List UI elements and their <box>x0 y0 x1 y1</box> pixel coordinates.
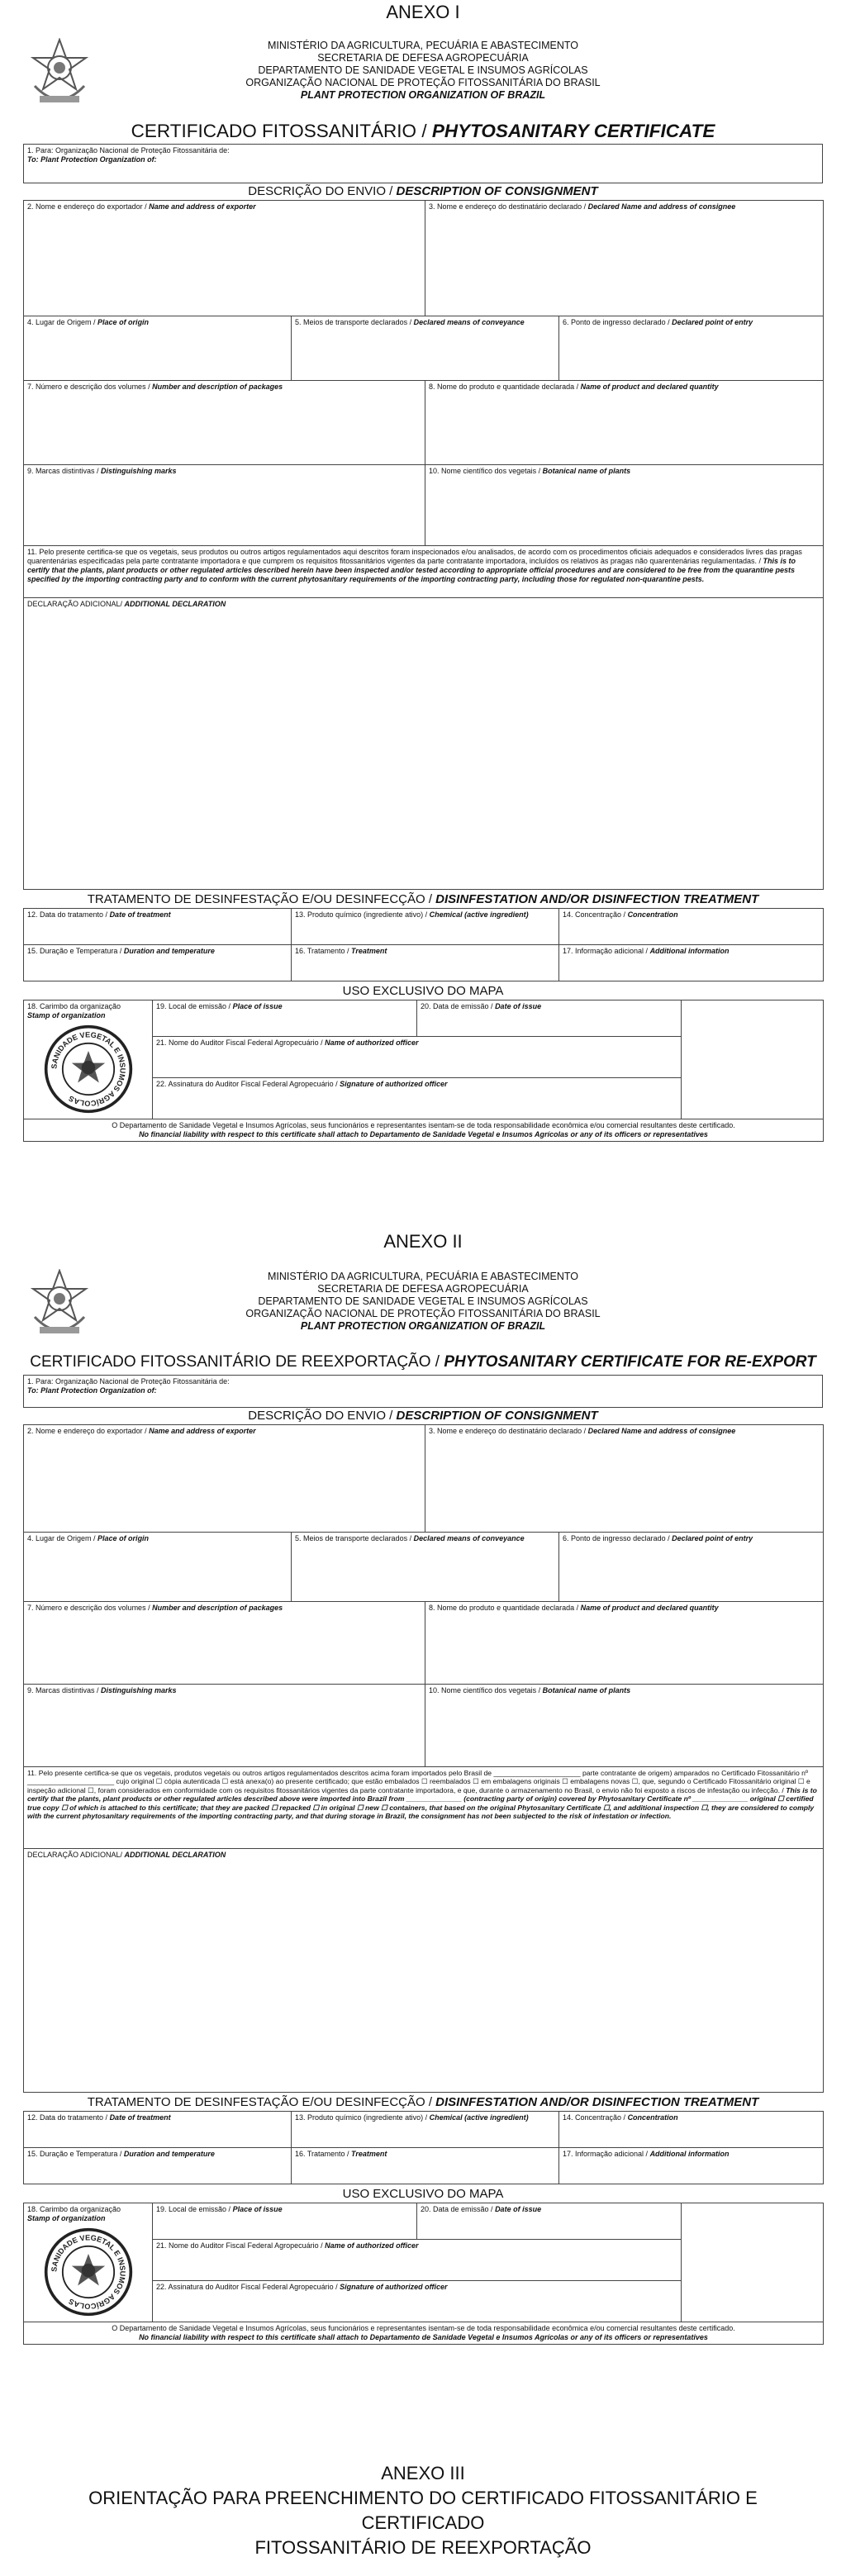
header-organization-en: PLANT PROTECTION ORGANIZATION OF BRAZIL <box>300 1320 546 1332</box>
field-13: 13. Produto químico (ingrediente ativo) / Chemical (active ingredient) <box>292 2112 559 2148</box>
consignment-section-title: DESCRIÇÃO DO ENVIO / DESCRIPTION OF CONSIGNMENT <box>248 1409 598 1423</box>
header-secretariat: SECRETARIA DE DEFESA AGROPECUÁRIA <box>317 1283 529 1295</box>
field-12: 12. Data do tratamento / Date of treatment <box>24 2112 292 2148</box>
certificate-1 <box>23 35 823 1142</box>
additional-declaration: DECLARAÇÃO ADICIONAL/ ADDITIONAL DECLARATION <box>24 598 824 890</box>
field-14: 14. Concentração / Concentration <box>559 2112 824 2148</box>
field-21: 21. Nome do Auditor Fiscal Federal Agropecuário / Name of authorized officer <box>153 1037 682 1078</box>
annex-2-title: ANEXO II <box>383 1231 463 1252</box>
field-21: 21. Nome do Auditor Fiscal Federal Agropecuário / Name of authorized officer <box>153 2240 682 2281</box>
field-16: 16. Tratamento / Treatment <box>292 2148 559 2184</box>
treatment-section-title: TRATAMENTO DE DESINFESTAÇÃO E/OU DESINFECÇÃO / DISINFESTATION AND/OR DISINFECTION TREATMENT <box>87 892 759 906</box>
official-stamp <box>43 1024 134 1115</box>
field-8: 8. Nome do produto e quantidade declarada / Name of product and declared quantity <box>425 1602 824 1685</box>
field-15: 15. Duração e Temperatura / Duration and temperature <box>24 2148 292 2184</box>
certificate-header <box>23 1266 823 1348</box>
field-2: 2. Nome e endereço do exportador / Name and address of exporter <box>24 1425 425 1533</box>
annex-3-heading-line-3: FITOSSANITÁRIO DE REEXPORTAÇÃO <box>254 2537 592 2558</box>
mapa-table <box>23 1000 824 1142</box>
annex-3-heading-line-2: CERTIFICADO <box>361 2512 485 2533</box>
official-stamp <box>43 2227 134 2317</box>
field-11-declaration: 11. Pelo presente certifica-se que os vegetais, produtos vegetais ou outros artigos regulamentados descritos acima foram importados pelo Brasil de ______________________ parte contratante de origem) amparados no Certificado Fitossanitário nº ______________________ cujo original ☐ cópia autenticada ☐ está anexa(o) ao presente certificado; que estão embalados ☐ reembalados ☐ em embalagens originais ☐ embalagens novas ☐, que, segundo o Certificado Fitossanitário original ☐ e inspeção adicional ☐, foram considerados em conformidade com os requisitos fitossanitários vigentes da parte contratante importadora, e que, durante o armazenamento no Brasil, o envio não foi exposto a riscos de infestação ou infecção. / This is to certify that the plants, plant products or other regulated articles described above were imported into Brazil from ______________ (contracting party of origin) covered by Phytosanitary Certificate nº ______________ original ☐ certified true copy ☐ of which is attached to this certificate; that they are packed ☐ repacked ☐ in original ☐ new ☐ containers, that based on the original Phytosanitary Certificate ☐, and additional inspection ☐, they are considered to comply with the current phytosanitary requirements of the importing contracting party, and that during storage in Brazil, the consignment has not been subjected to the risk of infestation or infection. <box>24 1767 824 1849</box>
field-16: 16. Tratamento / Treatment <box>292 945 559 981</box>
header-organization-en: PLANT PROTECTION ORGANIZATION OF BRAZIL <box>300 89 546 101</box>
annex-1-title: ANEXO I <box>386 2 460 22</box>
mapa-section-title: USO EXCLUSIVO DO MAPA <box>342 2187 504 2201</box>
header-organization: ORGANIZAÇÃO NACIONAL DE PROTEÇÃO FITOSSANITÁRIA DO BRASIL <box>245 1308 601 1319</box>
field-4: 4. Lugar de Origem / Place of origin <box>24 1533 292 1602</box>
field-22: 22. Assinatura do Auditor Fiscal Federal Agropecuário / Signature of authorized officer <box>153 2281 682 2322</box>
treatment-section-title: TRATAMENTO DE DESINFESTAÇÃO E/OU DESINFECÇÃO / DISINFESTATION AND/OR DISINFECTION TREATMENT <box>87 2095 759 2109</box>
header-ministry: MINISTÉRIO DA AGRICULTURA, PECUÁRIA E ABASTECIMENTO <box>267 40 578 51</box>
field-6: 6. Ponto de ingresso declarado / Declared point of entry <box>559 316 824 381</box>
field-9: 9. Marcas distintivas / Distinguishing marks <box>24 465 425 546</box>
field-10: 10. Nome científico dos vegetais / Botanical name of plants <box>425 465 824 546</box>
field-17: 17. Informação adicional / Additional information <box>559 945 824 981</box>
mapa-section-title: USO EXCLUSIVO DO MAPA <box>342 984 504 998</box>
field-1: 1. Para: Organização Nacional de Proteção Fitossanitária de: To: Plant Protection Organization of: <box>24 1376 823 1408</box>
field-14: 14. Concentração / Concentration <box>559 909 824 945</box>
certificate-2 <box>23 1266 823 2345</box>
field-10: 10. Nome científico dos vegetais / Botanical name of plants <box>425 1685 824 1767</box>
header-organization: ORGANIZAÇÃO NACIONAL DE PROTEÇÃO FITOSSANITÁRIA DO BRASIL <box>245 77 601 88</box>
annex-3-heading-line-1: ORIENTAÇÃO PARA PREENCHIMENTO DO CERTIFICADO FITOSSANITÁRIO E <box>88 2488 758 2508</box>
field-1-table <box>23 144 823 183</box>
field-19: 19. Local de emissão / Place of issue <box>153 1000 417 1037</box>
field-18: 18. Carimbo da organização Stamp of organization SANIDADE VEGETAL E INSUMOS AGRÍCOLAS <box>24 1000 153 1119</box>
certificate-title: CERTIFICADO FITOSSANITÁRIO / PHYTOSANITARY CERTIFICATE <box>131 121 715 141</box>
field-13: 13. Produto químico (ingrediente ativo) / Chemical (active ingredient) <box>292 909 559 945</box>
treatment-table <box>23 908 824 981</box>
mapa-table <box>23 2203 824 2345</box>
field-17: 17. Informação adicional / Additional information <box>559 2148 824 2184</box>
signature-area <box>682 1000 824 1119</box>
field-22: 22. Assinatura do Auditor Fiscal Federal Agropecuário / Signature of authorized officer <box>153 1078 682 1119</box>
stamp-text: SANIDADE VEGETAL E INSUMOS AGRÍCOLAS <box>49 1030 127 1108</box>
header-ministry: MINISTÉRIO DA AGRICULTURA, PECUÁRIA E ABASTECIMENTO <box>267 1271 578 1282</box>
field-19: 19. Local de emissão / Place of issue <box>153 2203 417 2240</box>
field-1-table <box>23 1375 823 1408</box>
field-18: 18. Carimbo da organização Stamp of organization SANIDADE VEGETAL E INSUMOS AGRÍCOLAS <box>24 2203 153 2322</box>
field-8: 8. Nome do produto e quantidade declarada / Name of product and declared quantity <box>425 381 824 465</box>
liability-note: O Departamento de Sanidade Vegetal e Insumos Agrícolas, seus funcionários e representantes isentam-se de toda responsabilidade econômica e/ou comercial resultantes deste certificado. No financial liability with respect to this certificate shall attach to Departamento de Sanidade Vegetal e Insumos Agrícolas or any of its officers or representatives <box>24 2322 824 2345</box>
signature-area <box>682 2203 824 2322</box>
field-6: 6. Ponto de ingresso declarado / Declared point of entry <box>559 1533 824 1602</box>
field-20: 20. Data de emissão / Date of issue <box>417 1000 682 1037</box>
consignment-table <box>23 200 824 890</box>
header-secretariat: SECRETARIA DE DEFESA AGROPECUÁRIA <box>317 52 529 64</box>
additional-declaration: DECLARAÇÃO ADICIONAL/ ADDITIONAL DECLARATION <box>24 1849 824 2093</box>
certificate-title: CERTIFICADO FITOSSANITÁRIO DE REEXPORTAÇÃO / PHYTOSANITARY CERTIFICATE FOR RE-EXPORT <box>30 1353 816 1371</box>
field-12: 12. Data do tratamento / Date of treatment <box>24 909 292 945</box>
field-20: 20. Data de emissão / Date of issue <box>417 2203 682 2240</box>
field-3: 3. Nome e endereço do destinatário declarado / Declared Name and address of consignee <box>425 1425 824 1533</box>
field-4: 4. Lugar de Origem / Place of origin <box>24 316 292 381</box>
field-1: 1. Para: Organização Nacional de Proteção Fitossanitária de: To: Plant Protection Organization of: <box>24 145 823 183</box>
field-7: 7. Número e descrição dos volumes / Number and description of packages <box>24 381 425 465</box>
annex-3-title: ANEXO III <box>381 2463 465 2483</box>
treatment-table <box>23 2111 824 2184</box>
stamp-text: SANIDADE VEGETAL E INSUMOS AGRÍCOLAS <box>49 2233 127 2311</box>
field-3: 3. Nome e endereço do destinatário declarado / Declared Name and address of consignee <box>425 201 824 316</box>
consignment-section-title: DESCRIÇÃO DO ENVIO / DESCRIPTION OF CONSIGNMENT <box>248 184 598 198</box>
field-11-declaration: 11. Pelo presente certifica-se que os vegetais, seus produtos ou outros artigos regulamentados aqui descritos foram inspecionados e/ou analisados, de acordo com os procedimentos oficiais adequados e considerados livres das pragas quarentenárias especificadas pela parte contratante importadora e que cumprem os requisitos fitossanitários vigentes da parte contratante importadora, incluídos os relativos às pragas não quarentenárias regulamentadas. / This is to certify that the plants, plant products or other regulated articles described herein have been inspected and/or tested according to appropriate official procedures and are considered to be free from the quarantine pests specified by the importing contracting party and to conform with the current phytosanitary requirements of the importing contracting party, including those for regulated non-quarantine pests. <box>24 546 824 598</box>
field-5: 5. Meios de transporte declarados / Declared means of conveyance <box>292 1533 559 1602</box>
field-5: 5. Meios de transporte declarados / Declared means of conveyance <box>292 316 559 381</box>
field-15: 15. Duração e Temperatura / Duration and temperature <box>24 945 292 981</box>
field-9: 9. Marcas distintivas / Distinguishing marks <box>24 1685 425 1767</box>
certificate-header <box>23 35 823 117</box>
consignment-table <box>23 1424 824 2093</box>
liability-note: O Departamento de Sanidade Vegetal e Insumos Agrícolas, seus funcionários e representantes isentam-se de toda responsabilidade econômica e/ou comercial resultantes deste certificado. No financial liability with respect to this certificate shall attach to Departamento de Sanidade Vegetal e Insumos Agrícolas or any of its officers or representatives <box>24 1119 824 1142</box>
field-2: 2. Nome e endereço do exportador / Name and address of exporter <box>24 201 425 316</box>
header-department: DEPARTAMENTO DE SANIDADE VEGETAL E INSUMOS AGRÍCOLAS <box>258 1295 588 1307</box>
header-department: DEPARTAMENTO DE SANIDADE VEGETAL E INSUMOS AGRÍCOLAS <box>258 64 588 76</box>
field-7: 7. Número e descrição dos volumes / Number and description of packages <box>24 1602 425 1685</box>
